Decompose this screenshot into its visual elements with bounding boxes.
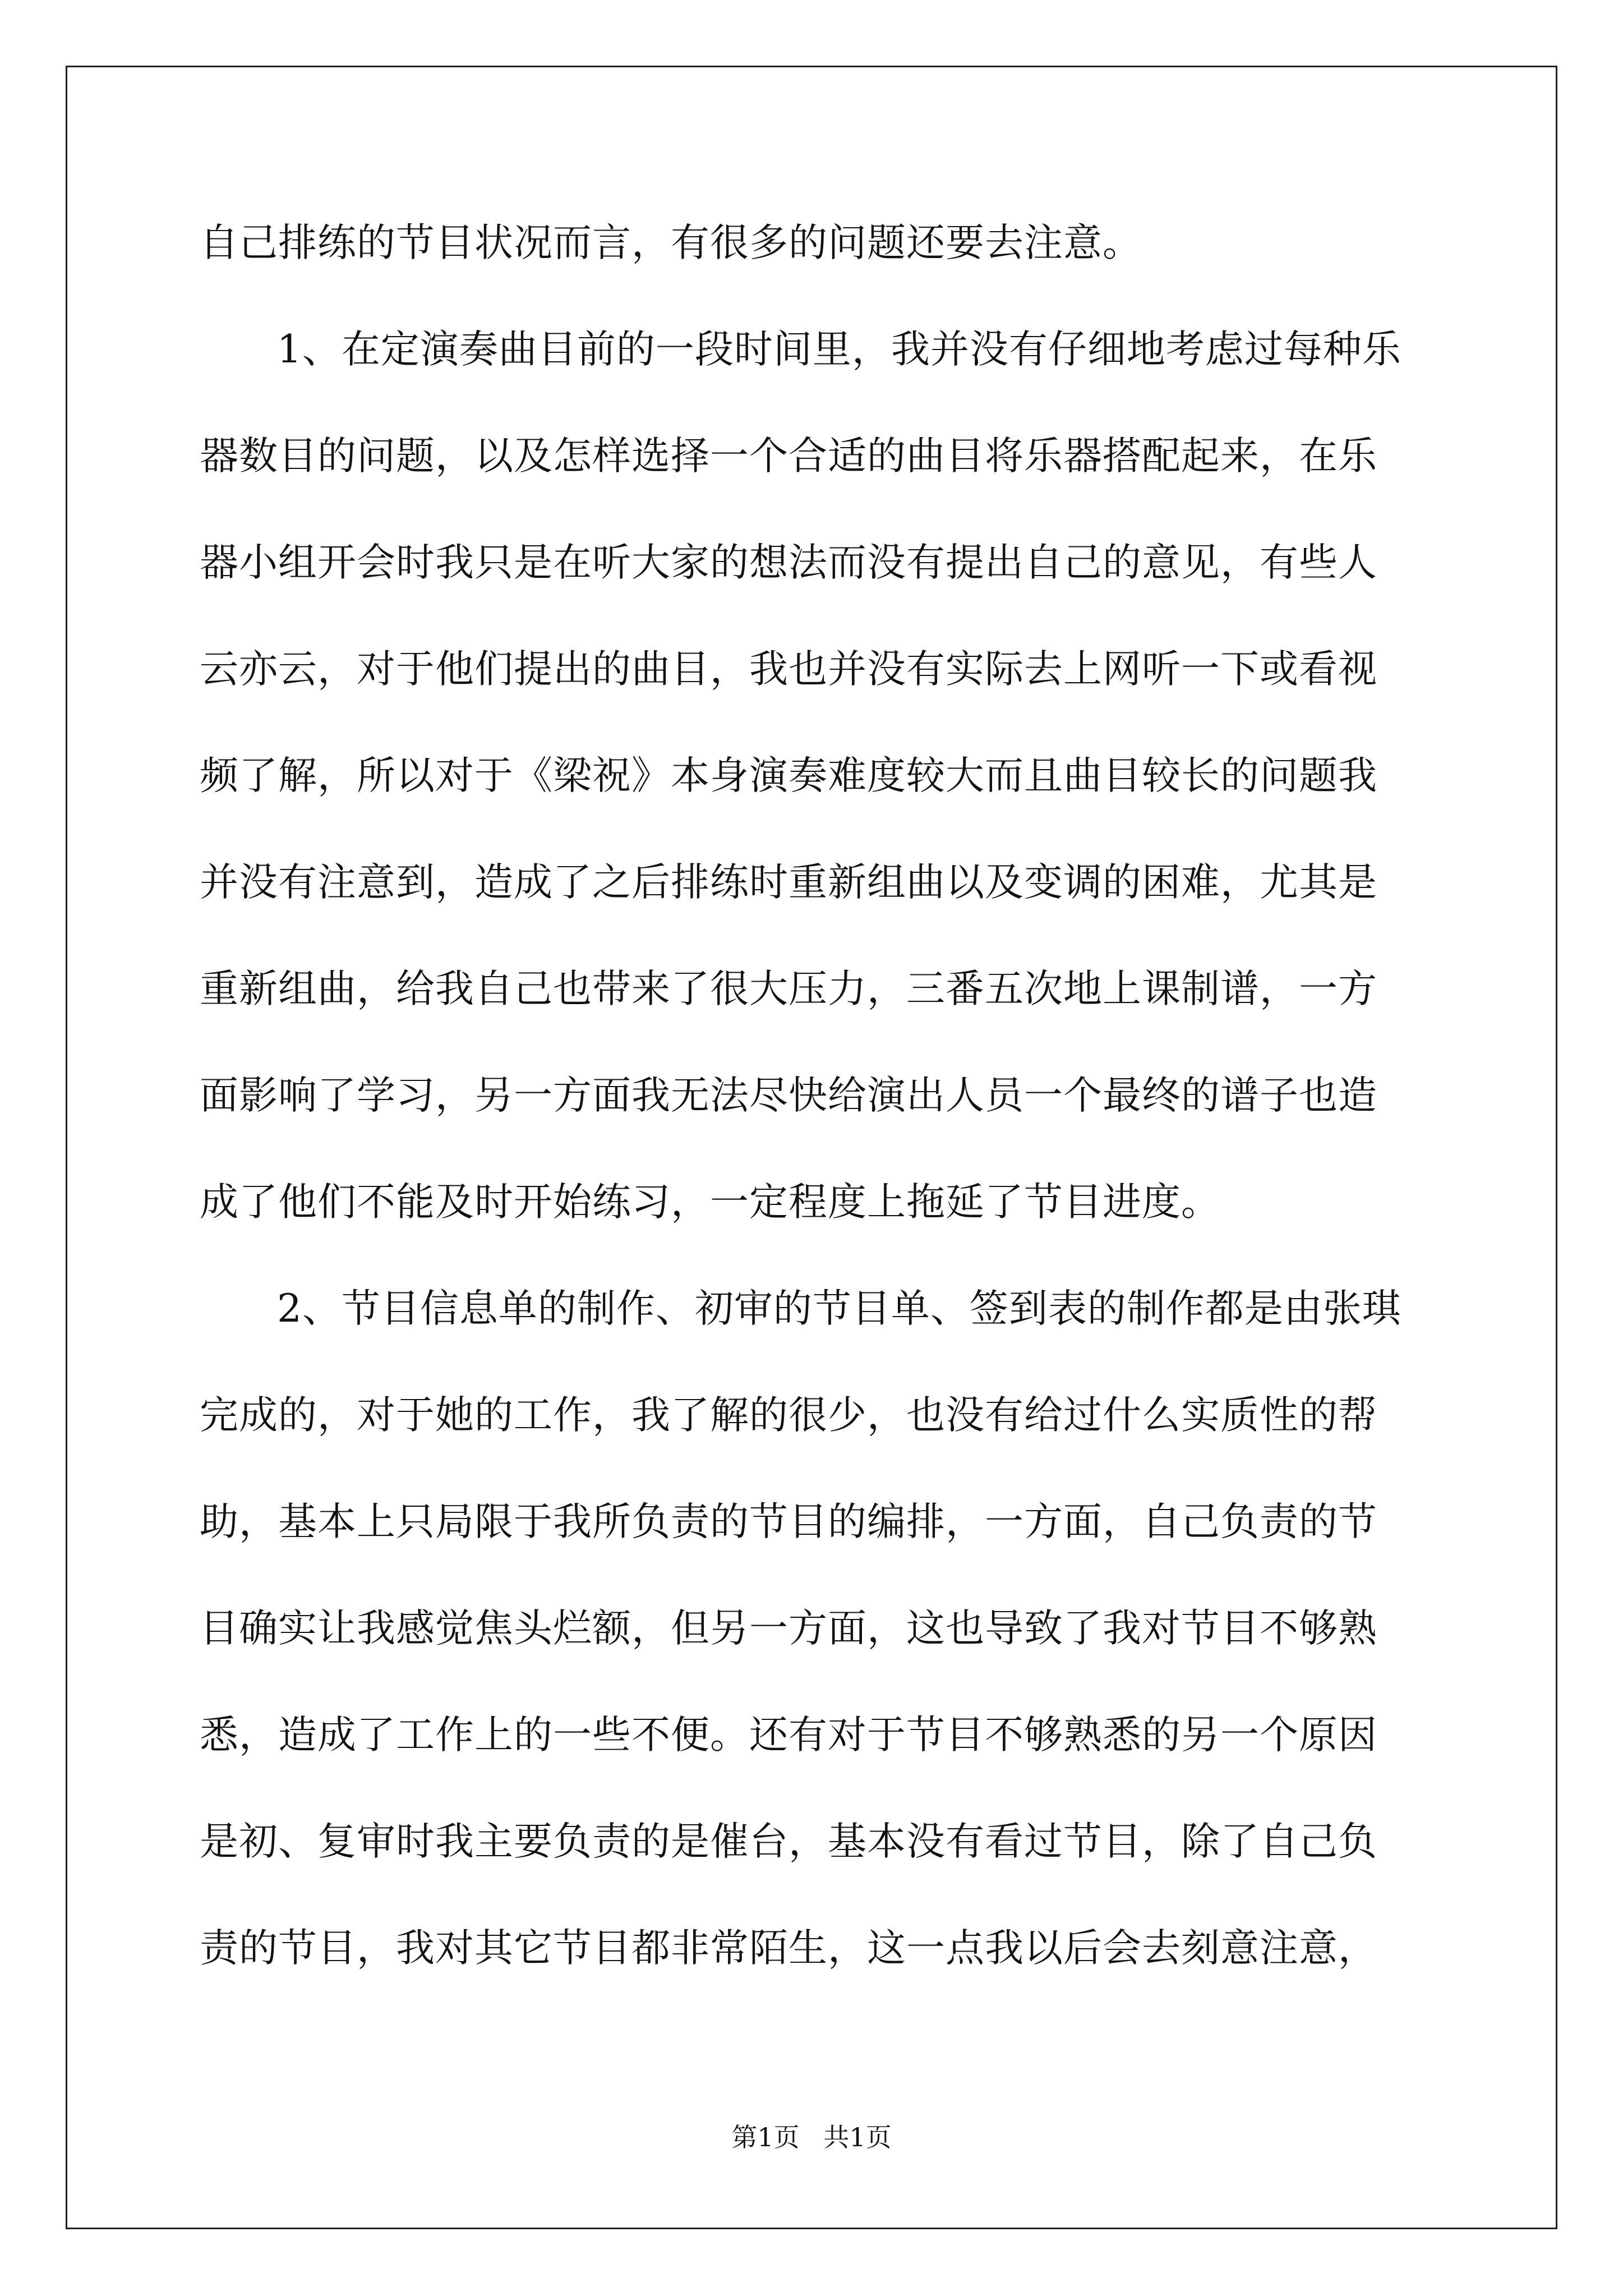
text-line-14: 目确实让我感觉焦头烂额，但另一方面，这也导致了我对节目不够熟 — [200, 1606, 1377, 1651]
text-line-1: 自己排练的节目状况而言，有很多的问题还要去注意。 — [200, 220, 1142, 265]
text-line-6: 频了解，所以对于《梁祝》本身演奏难度较大而且曲目较长的问题我 — [200, 753, 1377, 798]
text-line-15: 悉，造成了工作上的一些不便。还有对于节目不够熟悉的另一个原因 — [200, 1713, 1377, 1757]
page-number-current: 第1页 — [731, 2122, 800, 2152]
document-body — [200, 190, 1430, 2001]
text-line-9: 面影响了学习，另一方面我无法尽快给演出人员一个最终的谱子也造 — [200, 1073, 1377, 1118]
text-line-5: 云亦云，对于他们提出的曲目，我也并没有实际去上网听一下或看视 — [200, 647, 1377, 692]
text-line-13: 助，基本上只局限于我所负责的节目的编排，一方面，自己负责的节 — [200, 1499, 1377, 1544]
text-line-10: 成了他们不能及时开始练习，一定程度上拖延了节目进度。 — [200, 1180, 1220, 1225]
text-line-8: 重新组曲，给我自己也带来了很大压力，三番五次地上课制谱，一方 — [200, 967, 1377, 1011]
text-line-4: 器小组开会时我只是在听大家的想法而没有提出自己的意见，有些人 — [200, 540, 1377, 585]
text-line-3: 器数目的问题，以及怎样选择一个合适的曲目将乐器搭配起来，在乐 — [200, 434, 1377, 478]
text-line-2: 1、在定演奏曲目前的一段时间里，我并没有仔细地考虑过每种乐 — [277, 327, 1401, 372]
text-line-7: 并没有注意到，造成了之后排练时重新组曲以及变调的困难，尤其是 — [200, 860, 1377, 905]
text-line-16: 是初、复审时我主要负责的是催台，基本没有看过节目，除了自己负 — [200, 1819, 1377, 1864]
text-line-11: 2、节目信息单的制作、初审的节目单、签到表的制作都是由张琪 — [277, 1286, 1401, 1331]
page-footer — [0, 2120, 1623, 2154]
text-line-17: 责的节目，我对其它节目都非常陌生，这一点我以后会去刻意注意， — [200, 1926, 1377, 1971]
page-number-total: 共1页 — [823, 2122, 892, 2152]
text-line-12: 完成的，对于她的工作，我了解的很少，也没有给过什么实质性的帮 — [200, 1393, 1377, 1438]
